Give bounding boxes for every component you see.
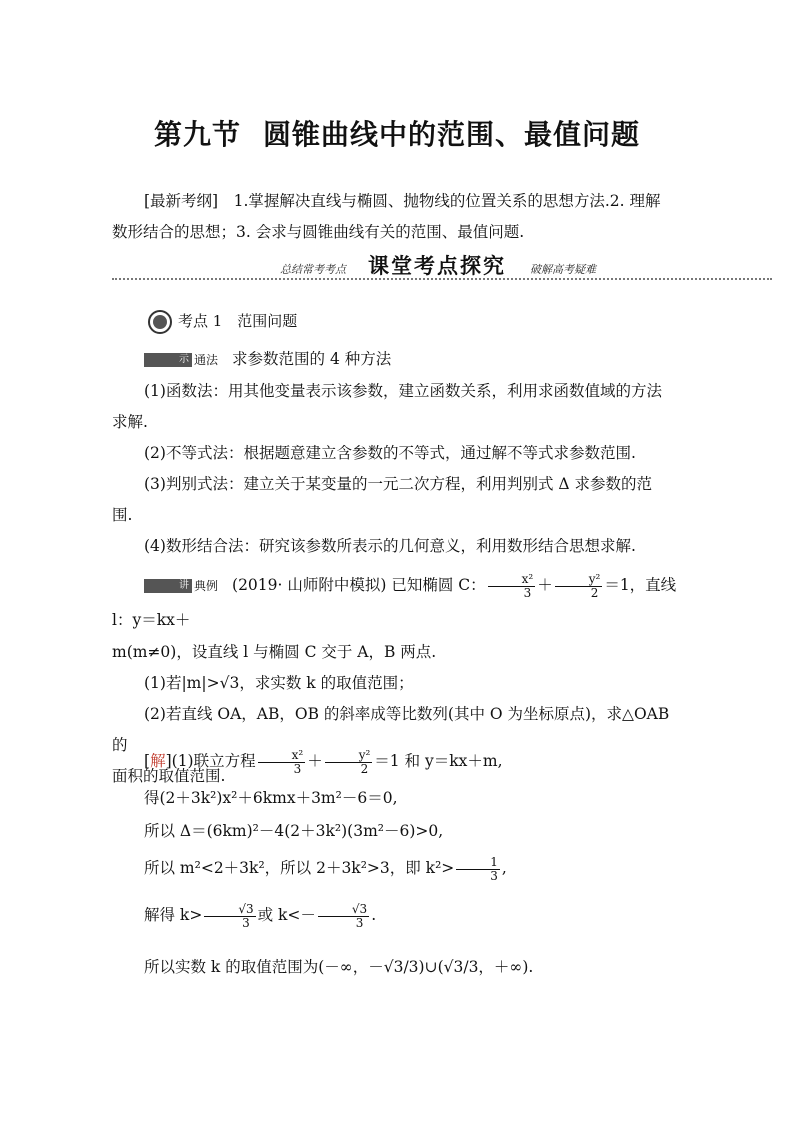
solution-line-2: 得(2＋3k²)x²＋6kmx＋3m²－6＝0, [144, 789, 398, 807]
method-section [112, 344, 687, 562]
method-3-cont: 围. [112, 506, 133, 524]
fraction-y2-2: $\frac{\text{y²}}{2}$ [555, 573, 603, 600]
question-2: (2)若直线 OA，AB，OB 的斜率成等比数列(其中 O 为坐标原点)，求△OAB 的 [112, 705, 670, 754]
banner-title: 课堂考点探究 [368, 254, 506, 278]
solution-label: 解 [150, 752, 166, 770]
solution-line-6: 所以实数 k 的取值范围为(－∞，－√3/3)∪(√3/3，＋∞). [144, 958, 534, 976]
solution-line-1: [解](1)联立方程 $\frac{\text{x²}}{3}$ ＋ $\frac{\text{y²}}{2}$ ＝1 和 y＝kx＋m, [144, 747, 503, 776]
question-2-cont: 面积的取值范围. [112, 767, 226, 785]
page-title: 第九节 圆锥曲线中的范围、最值问题 [153, 118, 641, 151]
question-1: (1)若|m|>√3，求实数 k 的取值范围； [144, 674, 414, 692]
syllabus-line2: 数形结合的思想；3. 会求与圆锥曲线有关的范围、最值问题. [112, 223, 525, 241]
solution-line-3: 所以 Δ＝(6km)²－4(2＋3k²)(3m²－6)>0, [144, 822, 444, 840]
solution-line-4: 所以 m²<2＋3k²，所以 2＋3k²>3，即 k²> $\frac{1}{3}$ , [144, 854, 507, 883]
banner-right-text: 破解高考疑难 [530, 263, 596, 276]
method-1-cont: 求解. [112, 413, 148, 431]
watermark [632, 755, 660, 792]
circle-bullet-icon [148, 310, 172, 334]
solution-section [112, 742, 687, 994]
method-4: (4)数形结合法：研究该参数所表示的几何意义，利用数形结合思想求解. [144, 537, 636, 555]
solution-line-5: 解得 k> $\frac{√3}{3}$ 或 k<－ $\frac{√3}{3}$ . [144, 901, 377, 930]
syllabus [112, 186, 687, 248]
method-tag-icon: 示 [144, 353, 192, 367]
example-tag-icon: 讲 [144, 579, 192, 593]
fraction-x2-3: $\frac{\text{x²}}{3}$ [488, 573, 536, 600]
syllabus-line1: [最新考纲] 1.掌握解决直线与椭圆、抛物线的位置关系的思想方法.2. 理解 [144, 192, 661, 210]
method-1: (1)函数法：用其他变量表示该参数，建立函数关系，利用求函数值域的方法 [144, 382, 662, 400]
section-banner [112, 250, 772, 286]
kaodian-heading: 考点 1 范围问题 [148, 306, 297, 336]
banner-divider [112, 278, 772, 280]
example-stem-cont: m(m≠0)，设直线 l 与椭圆 C 交于 A，B 两点. [112, 643, 437, 661]
banner-left-text: 总结常考考点 [280, 263, 346, 276]
method-2: (2)不等式法：根据题意建立含参数的不等式，通过解不等式求参数范围. [144, 444, 636, 462]
method-heading: 示 通法 求参数范围的 4 种方法 [112, 344, 687, 376]
method-3: (3)判别式法：建立关于某变量的一元二次方程，利用判别式 Δ 求参数的范 [144, 475, 653, 493]
example-stem: 讲 典例 (2019· 山师附中模拟) 已知椭圆 C： $\frac{\text{x²}}{3}$ ＋ $\frac{\text{y²}}{2}$ ＝1，直线 l：y＝kx＋ [112, 571, 677, 629]
